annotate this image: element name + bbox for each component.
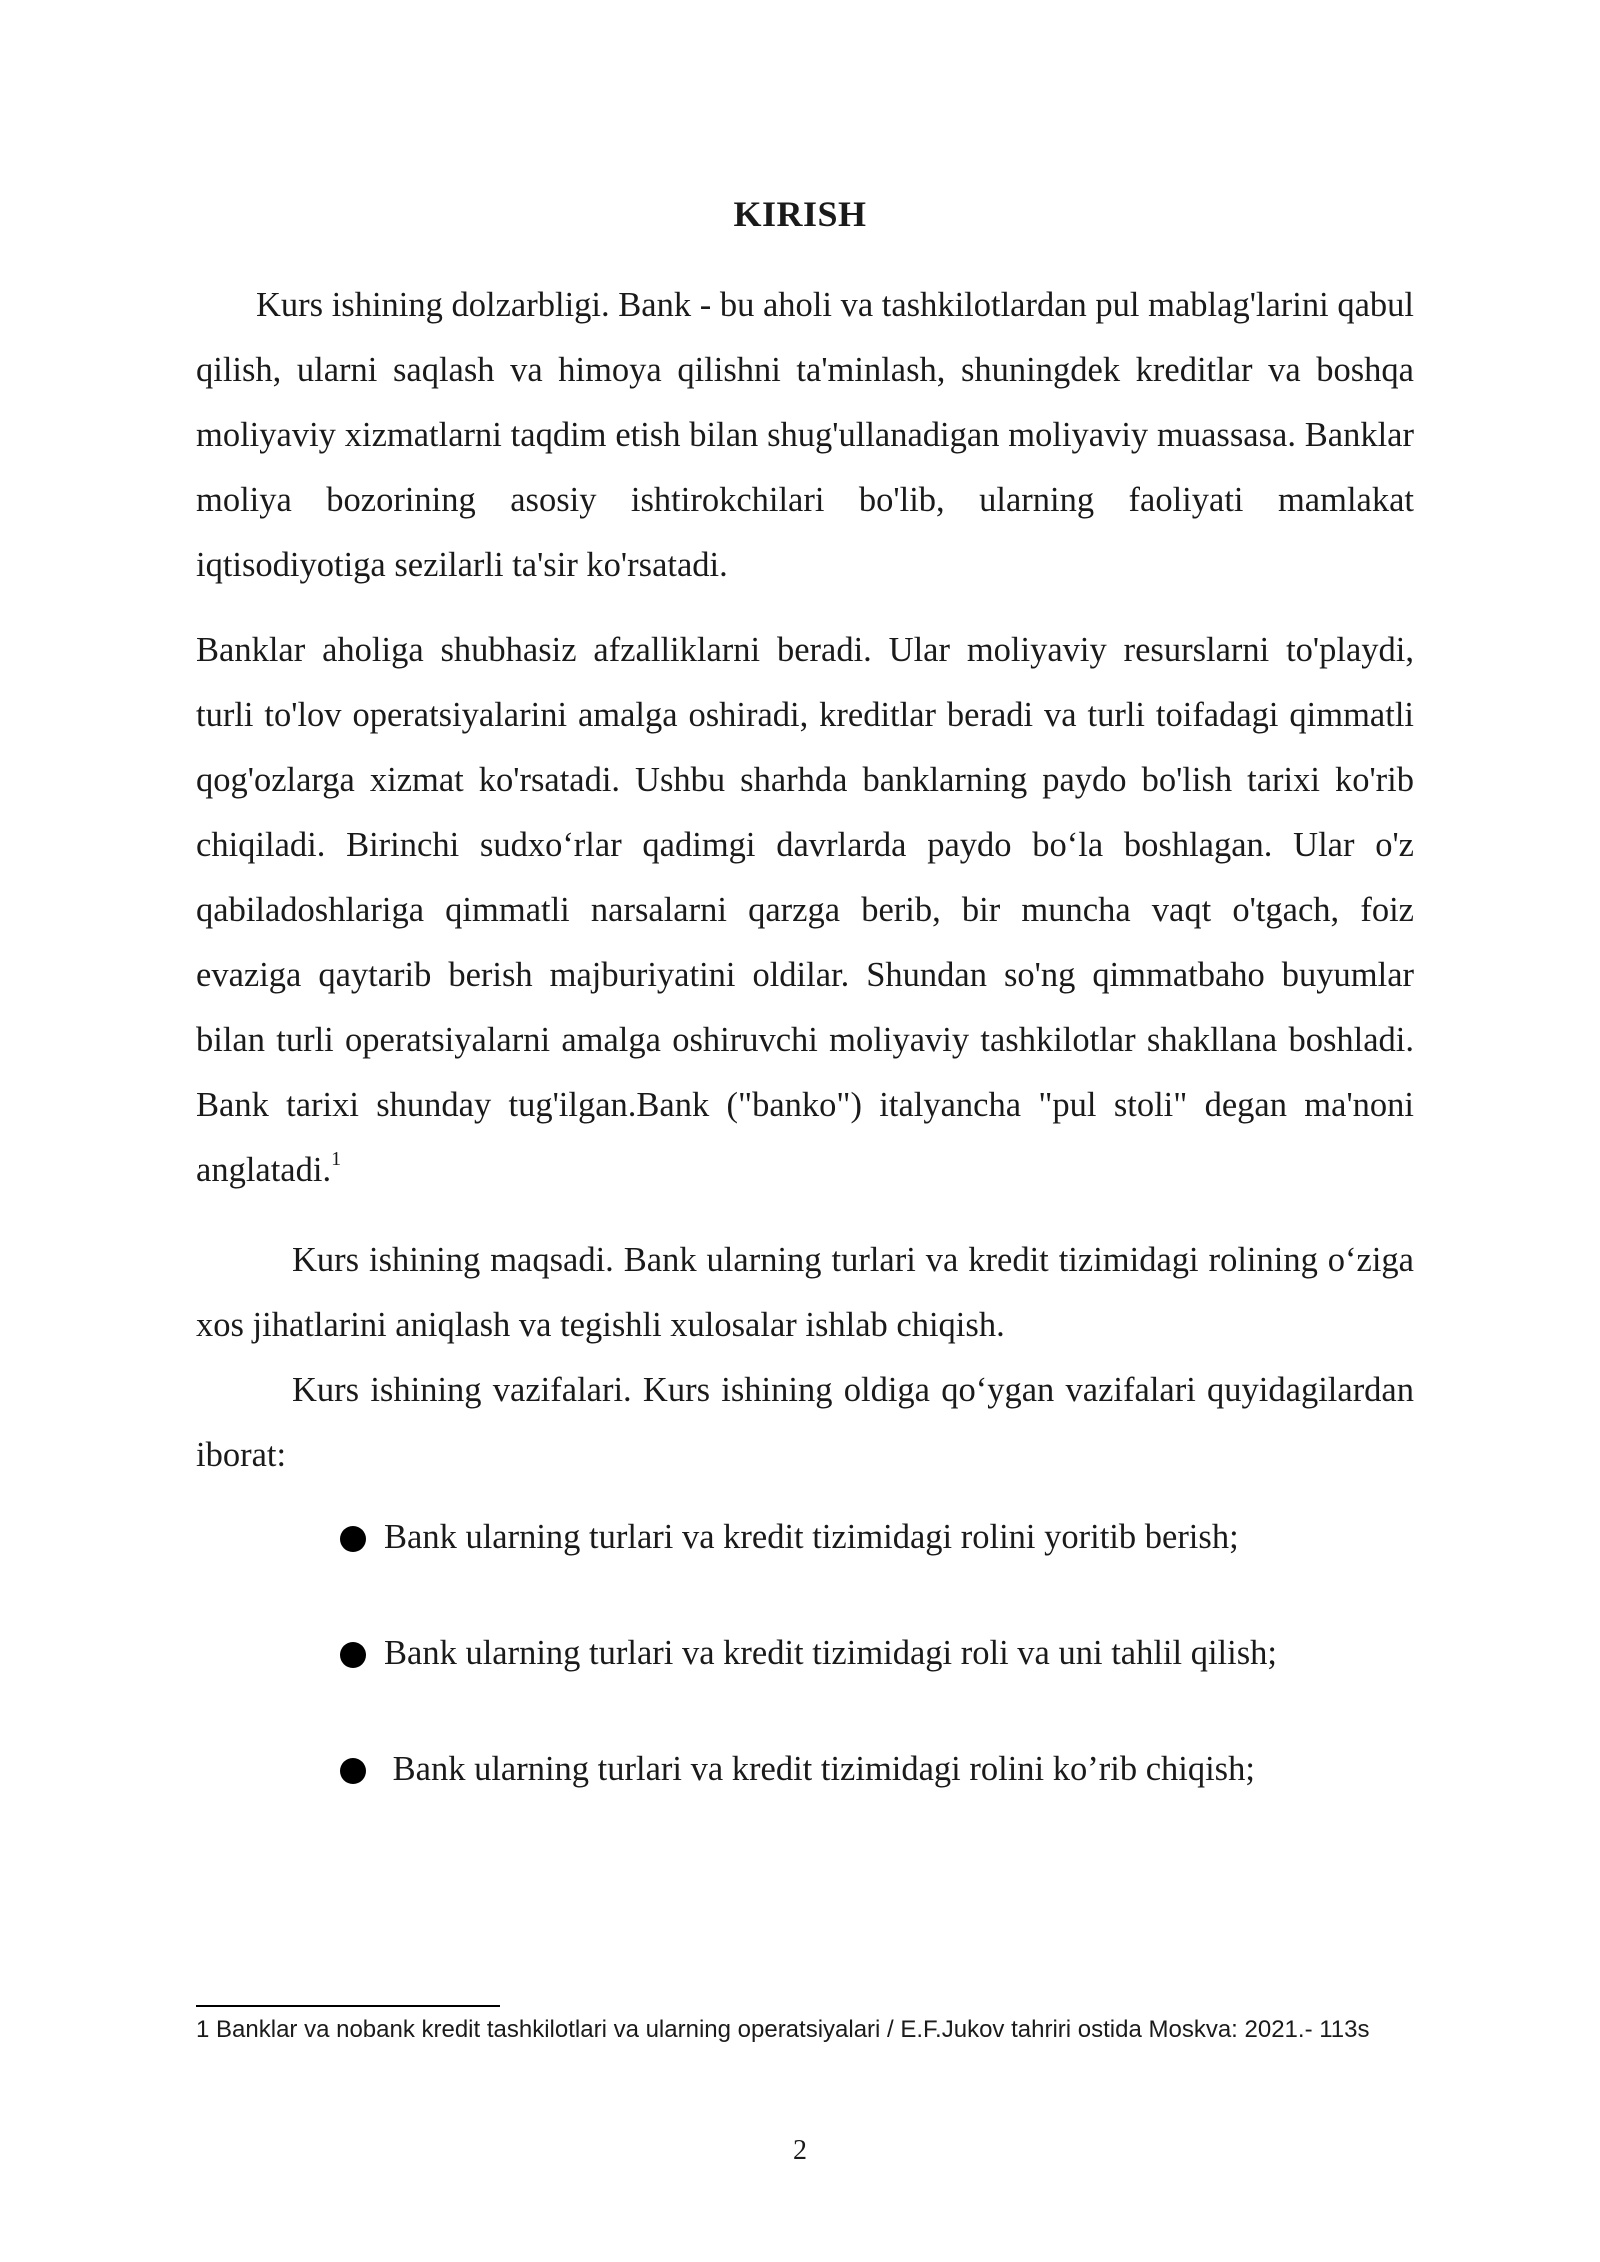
bullet-icon xyxy=(340,1642,366,1668)
list-item xyxy=(340,1624,1420,1740)
page-number: 2 xyxy=(793,2135,807,2166)
list-item xyxy=(340,1740,1420,1856)
bullet-icon xyxy=(340,1758,366,1784)
footnote-reference[interactable]: 1 xyxy=(331,1147,342,1170)
footnote-number: 1 xyxy=(196,2016,210,2043)
paragraph-relevance: Kurs ishining dolzarbligi. Bank - bu aholi va tashkilotlardan pul mablag'larini qabul qilish, ularni saqlash va himoya qilishni ta'minlash, shuningdek kreditlar va boshqa moliyaviy xizmatlarni taqdim etish bilan shug'ullanadigan moliyaviy muassasa. Banklar moliya bozorining asosiy ishtirokchilari bo'lib, ularning faoliyati mamlakat iqtisodiyotiga sezilarli ta'sir ko'rsatadi. xyxy=(196,286,1414,584)
list-item xyxy=(340,1508,1420,1624)
paragraph-bank-history-text: Banklar aholiga shubhasiz afzalliklarni beradi. Ular moliyaviy resurslarni to'playdi, turli to'lov operatsiyalarini amalga oshiradi, kreditlar beradi va turli toifadagi qimmatli qog'ozlarga xizmat ko'rsatadi. Ushbu sharhda banklarning paydo bo'lish tarixi ko'rib chiqiladi. Birinchi sudxo‘rlar qadimgi davrlarda paydo bo‘la boshlagan. Ular o'z qabiladoshlariga qimmatli narsalarni qarzga berib, bir muncha vaqt o'tgach, foiz evaziga qaytarib berish majburiyatini oldilar. Shundan so'ng qimmatbaho buyumlar bilan turli operatsiyalarni amalga oshiruvchi moliyaviy tashkilotlar shakllana boshladi. Bank tarixi shunday tug'ilgan.Bank ("banko") italyancha "pul stoli" degan ma'noni anglatadi. xyxy=(196,631,1414,1189)
section-heading: KIRISH xyxy=(733,194,867,234)
bullet-icon xyxy=(340,1526,366,1552)
paragraph-purpose: Kurs ishining maqsadi. Bank ularning turlari va kredit tizimidagi rolining o‘ziga xos jihatlarini aniqlash va tegishli xulosalar ishlab chiqish. xyxy=(196,1241,1414,1344)
paragraph-bank-history xyxy=(196,618,1414,1203)
task-list xyxy=(340,1508,1420,1856)
footnote-separator xyxy=(196,2005,500,2007)
footnote-text: Banklar va nobank kredit tashkilotlari va ularning operatsiyalari / E.F.Jukov tahriri ostida Moskva: 2021.- 113s xyxy=(216,2016,1370,2043)
footnote xyxy=(196,2014,1426,2046)
list-item-text: Bank ularning turlari va kredit tizimidagi roli va uni tahlil qilish; xyxy=(384,1634,1277,1672)
list-item-text: Bank ularning turlari va kredit tizimidagi rolini yoritib berish; xyxy=(384,1518,1239,1556)
list-item-text: Bank ularning turlari va kredit tizimidagi rolini ko’rib chiqish; xyxy=(384,1750,1255,1788)
paragraph-tasks-intro: Kurs ishining vazifalari. Kurs ishining oldiga qo‘ygan vazifalari quyidagilardan iborat: xyxy=(196,1371,1414,1474)
